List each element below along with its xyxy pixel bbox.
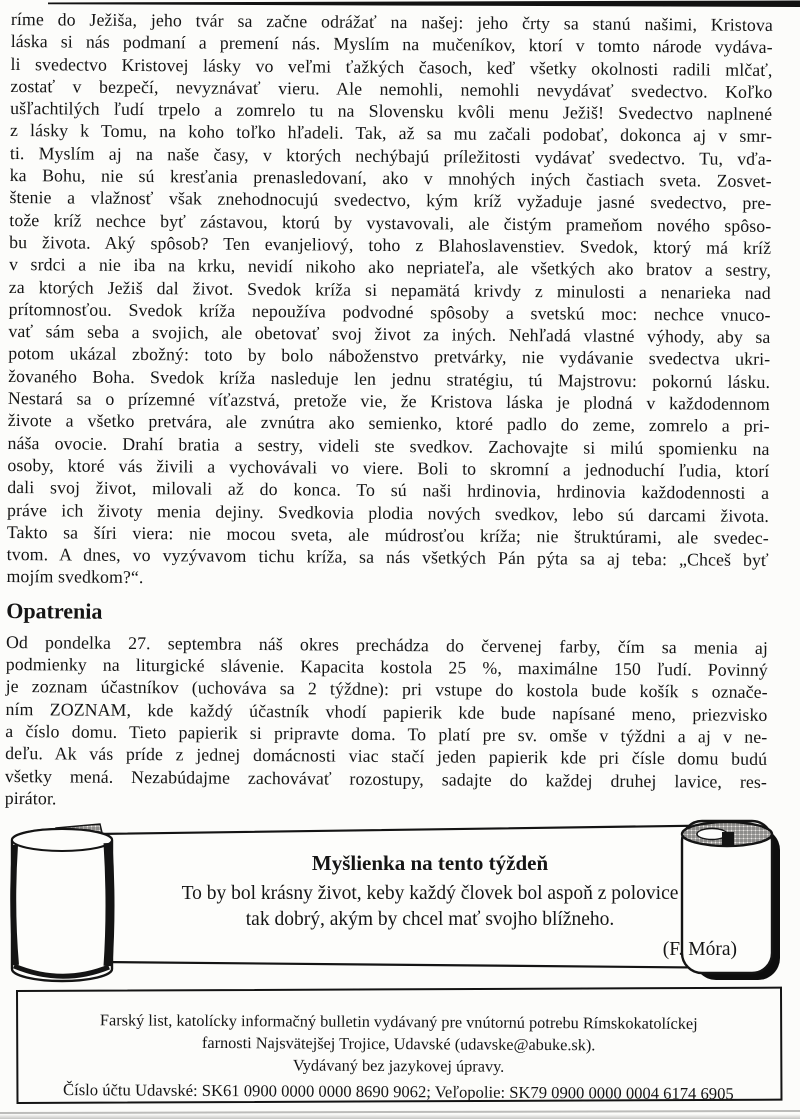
- text-line: Od pondelka 27. septembra náš okres prechádza do červenej farby, čím sa menia aj: [5, 631, 769, 658]
- text-line: vať sám seba a svojich, ale obetovať svoj život za iných. Nehľadá vlastné výhody, aby sa: [8, 321, 771, 348]
- imprint-line-1: Farský list, katolícky informačný bulletin vydávaný pre vnútornú potrebu Rímskokatolíckej: [99, 1010, 698, 1033]
- thought-quote: [112, 881, 748, 933]
- text-line: zostať v bezpečí, nevyznávať vieru. Ale nemohli, nemohli nevydávať svedectvo. Koľko: [10, 75, 773, 102]
- text-line: deľu. Ak vás príde z jednej domácnosti viac stačí jeden papierik kde pri čísle domu budú: [5, 743, 768, 770]
- text-line: Nestará sa o prízemné víťazstvá, pretože vie, že Kristova láska je plodná v každodennom: [7, 388, 770, 415]
- text-line: bu života. Aký spôsob? Ten evanjeliový, toho z Blahoslavenstiev. Svedok, ktorý má kríž: [9, 231, 772, 258]
- measures-paragraph: [5, 631, 768, 815]
- text-line: ríme do Ježiša, jeho tvár sa začne odrážať na našej: jeho črty sa stanú našimi, Kristova: [10, 8, 773, 35]
- text-line: ním ZOZNAM, kde každý účastník vhodí papierik kde bude napísané meno, priezvisko: [5, 698, 768, 725]
- thought-scroll-banner: [0, 815, 800, 995]
- text-line: a číslo domu. Tieto papierik si pripravte doma. To platí pre sv. omše v týždni a aj v ne-: [5, 720, 768, 747]
- text-line: potom ukázal zbožný: toto by bolo náboženstvo pretvárky, nie vydávanie svedectva ukri-: [8, 343, 771, 370]
- text-line: žovaného Boha. Svedok kríža nasleduje len jednu stratégiu, tú Majstrovu: pokornú lásku.: [8, 365, 771, 392]
- text-line: všetky mená. Nezabúdajme zachovávať rozostupy, sadajte do každej druhej lavice, res-: [4, 765, 768, 792]
- thought-title: Myšlienka na tento týždeň: [311, 851, 549, 875]
- text-line: ušľachtilých ľudí trpelo a zomrelo tu na Slovensku kvôli menu Ježiš! Svedectvo naplnené: [10, 98, 773, 125]
- imprint-box: [16, 987, 782, 1104]
- text-line: prítomnosťou. Svedok kríža nepoužíva podvodné spôsoby a svetskú moc: nechce vnuco-: [8, 298, 771, 325]
- scan-artifact-bottom-smudge: [0, 1114, 800, 1119]
- text-line: v srdci a nie iba na krku, nevidí nikoho ako nepriateľa, ale všetkých ako bratov a sestry,: [8, 254, 772, 281]
- text-line: mojím svedkom?“.: [6, 566, 144, 588]
- imprint-line-2: farnosti Najsvätejšej Trojice, Udavské (udavske@abuke.sk).: [201, 1032, 596, 1055]
- thought-attribution: (F. Móra): [662, 939, 737, 960]
- text-line: dali svoj život, milovali až do konca. To sú naši hrdinovia, hrdinovia každodennosti a: [7, 477, 770, 504]
- text-line: práve ich životy menia dejiny. Svedkovia plodia nových svedkov, lebo sú darcami života.: [6, 499, 770, 526]
- text-line: láska si nás podmaní a premení nás. Myslím na mučeníkov, ktorí v tomto národe vydáva-: [10, 31, 773, 58]
- text-column: [5, 8, 773, 815]
- text-line: pirátor.: [4, 787, 57, 809]
- text-line: li svedectvo Kristovej lásky vo veľmi ťažkých časoch, keď všetky okolnosti radili mlčať,: [10, 53, 773, 80]
- text-line: Takto sa šíri viera: nie mocou sveta, ale múdrosťou kríža; nie štruktúrami, ale svedec-: [6, 521, 769, 548]
- imprint-line-3: Vydávaný bez jazykovej úpravy.: [292, 1055, 505, 1076]
- text-line: je zoznam účastníkov (uchováva sa 2 týždne): pri vstupe do kostola bude košík s označe-: [5, 676, 768, 703]
- text-line: ka Bohu, nie sú kresťania prenasledovaní, ako v mnohých iných častiach sveta. Zosvet-: [9, 165, 772, 192]
- text-line: štenie a vlažnosť však znehodnocujú svedectvo, kým kríž vyžaduje jasné svedectvo, pre-: [9, 187, 772, 214]
- article-paragraph: [6, 8, 773, 594]
- text-line: z lásky k Tomu, na koho toľko hľadeli. Tak, až sa mu začali podobať, dokonca aj v smr-: [9, 120, 773, 147]
- text-line: To by bol krásny život, keby každý človek bol aspoň z polovice: [181, 883, 679, 904]
- text-line: za ktorých Ježiš dal život. Svedok kríža si nepamätá krivdy z minulosti a nenarieka nad: [8, 276, 771, 303]
- text-line: podmienky na liturgické slávenie. Kapacita kostola 25 %, maximálne 150 ľudí. Povinný: [5, 653, 768, 680]
- text-line: ti. Myslím aj na naše časy, v ktorých nechýbajú príležitosti vydávať svedectvo. Tu, vďa-: [9, 142, 772, 169]
- text-line: tvom. A dnes, vo vyzývavom tichu kríža, sa nás všetkých Pán pýta sa aj teba: „Chceš byť: [6, 544, 769, 571]
- text-line: tože kríž nechce byť zástavou, ktorú by vystavovali, ale čistým prameňom nového spôso-: [9, 209, 772, 236]
- section-heading: Opatrenia: [6, 597, 103, 624]
- text-line: osoby, ktoré vás živili a vychovávali vo viere. Boli to skromní a jednoduchí ľudia, ktorí: [7, 454, 770, 481]
- text-line: tak dobrý, akým by chcel mať svojho blížneho.: [245, 909, 615, 930]
- text-line: živote a všetko pretvára, ale zvnútra ako semienko, ktoré padlo do zeme, zomrelo a pri-: [7, 410, 770, 437]
- imprint-text: [17, 992, 780, 1107]
- imprint-accounts: Číslo účtu Udavské: SK61 0900 0000 0000 8690 9062; Veľopolie: SK79 0900 0000 0004 6174 6905: [63, 1080, 734, 1104]
- text-line: náša ovocie. Drahí bratia a sestry, videli ste svedkov. Zachovajte si milú spomienku na: [7, 432, 770, 459]
